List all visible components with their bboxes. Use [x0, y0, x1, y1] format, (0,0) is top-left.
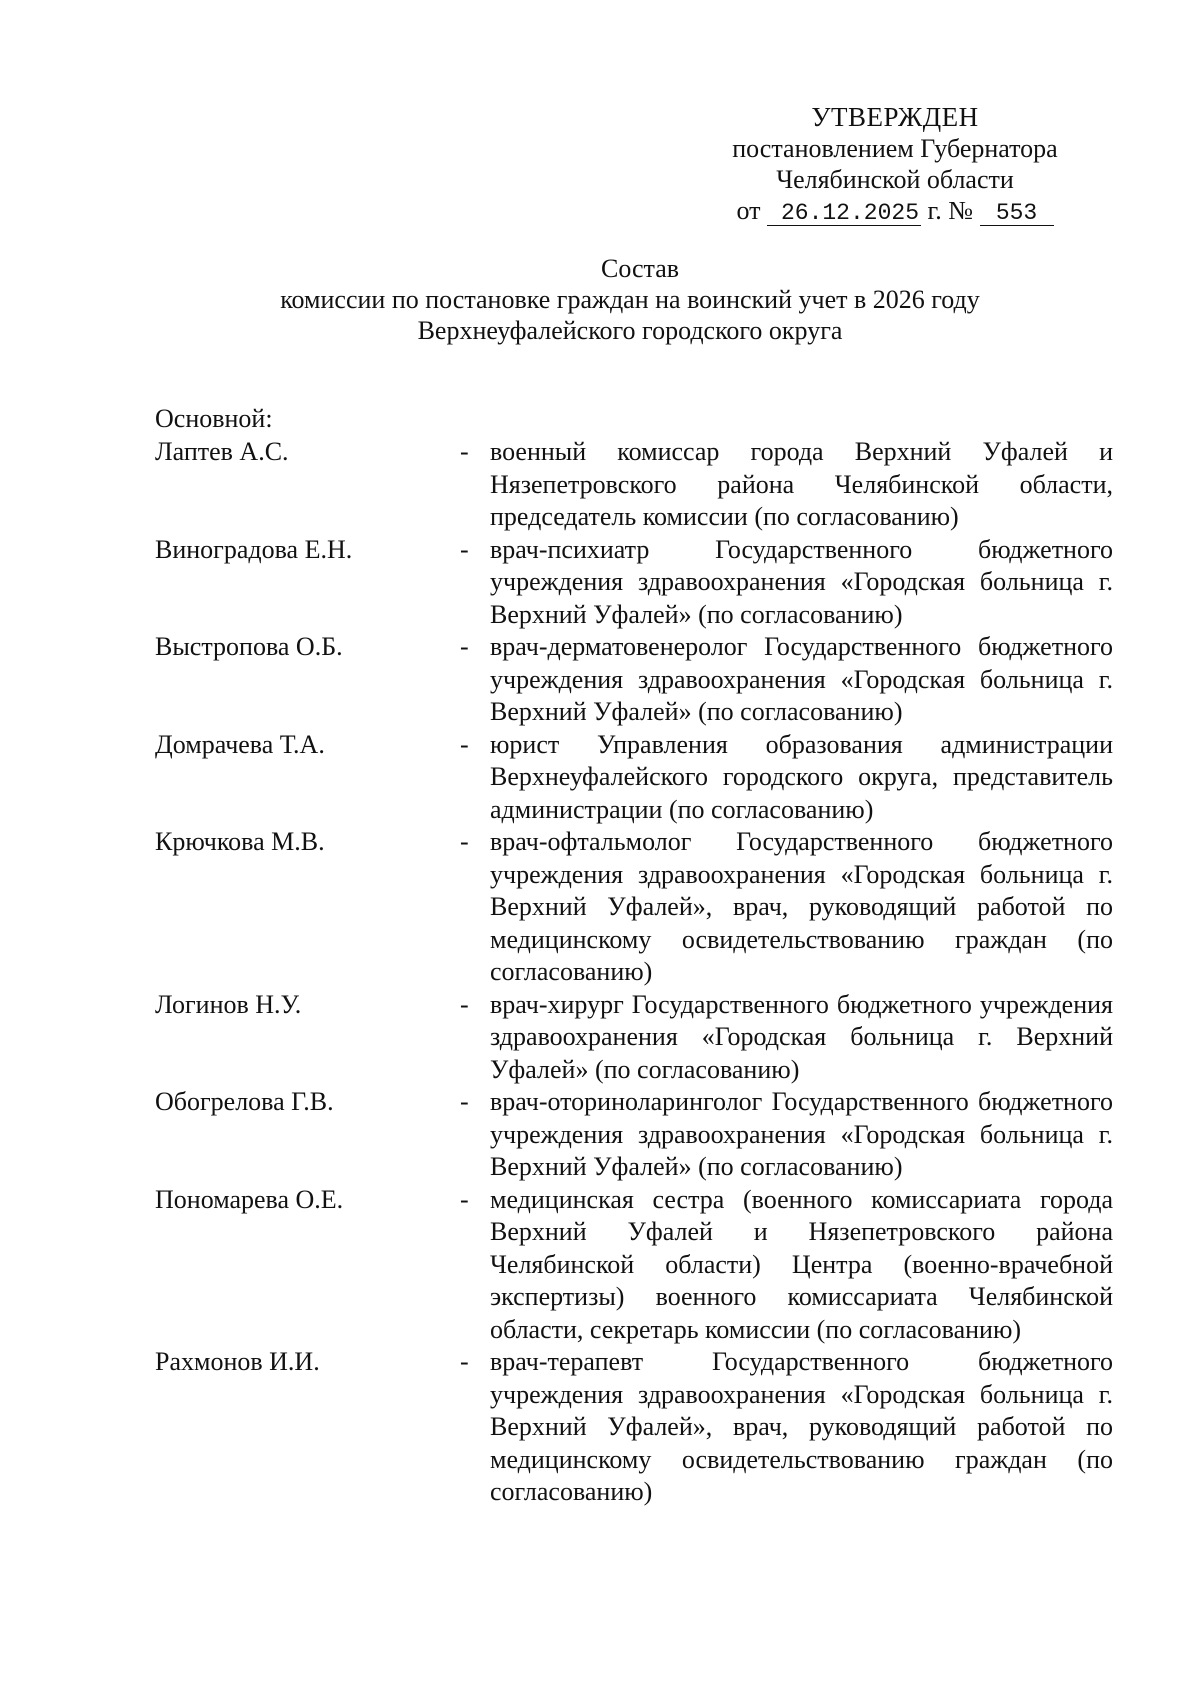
approval-block [690, 102, 1100, 226]
member-row [155, 1346, 1115, 1509]
member-row [155, 1184, 1115, 1347]
member-name: Пономарева О.Е. [155, 1184, 344, 1214]
approval-region-line: Челябинской области [776, 165, 1014, 194]
member-row [155, 989, 1115, 1087]
member-dash: - [460, 1184, 469, 1214]
member-role: врач-хирург Государственного бюджетного учреждения здравоохранения «Городская больница г. Верхний Уфалей» (по согласованию) [490, 989, 1113, 1084]
member-role: медицинская сестра (военного комиссариата города Верхний Уфалей и Нязепетровского района Челябинской области) Центра (военно-врачебной экспертизы) военного комиссариата Челябинской области, секретарь комиссии (по согласованию) [490, 1184, 1113, 1344]
member-dash: - [460, 729, 469, 759]
member-name: Виноградова Е.Н. [155, 534, 353, 564]
year-number-label: г. № [927, 196, 974, 225]
document-heading [0, 253, 1200, 346]
member-role: врач-психиатр Государственного бюджетного учреждения здравоохранения «Городская больница г. Верхний Уфалей» (по согласованию) [490, 534, 1113, 629]
section-label: Основной: [155, 404, 273, 433]
approval-date-line [690, 195, 1100, 226]
members-list [155, 436, 1115, 1509]
member-row [155, 631, 1115, 729]
member-row [155, 534, 1115, 632]
heading-district: Верхнеуфалейского городского округа [417, 316, 843, 345]
member-dash: - [460, 632, 469, 661]
heading-commission: комиссии по постановке граждан на воинский учет в 2026 году [280, 285, 980, 314]
member-name: Обогрелова Г.В. [155, 1087, 334, 1116]
member-dash: - [460, 827, 469, 856]
heading-title: Состав [600, 254, 680, 283]
member-role: врач-терапевт Государственного бюджетного учреждения здравоохранения «Городская больница г. Верхний Уфалей», врач, руководящий работой по медицинскому освидетельствованию граждан (по согласованию) [490, 1347, 1113, 1506]
member-role: врач-офтальмолог Государственного бюджетного учреждения здравоохранения «Городская больница г. Верхний Уфалей», врач, руководящий работой по медицинскому освидетельствованию граждан (по согласованию) [490, 827, 1113, 986]
member-row [155, 1086, 1115, 1184]
approval-decree-line: постановлением Губернатора [732, 134, 1058, 163]
member-row [155, 436, 1115, 534]
member-row [155, 729, 1115, 827]
member-dash: - [460, 1347, 469, 1376]
member-dash: - [460, 989, 469, 1019]
member-row [155, 826, 1115, 989]
member-name: Крючкова М.В. [155, 827, 325, 856]
decree-number: 553 [980, 201, 1054, 226]
member-dash: - [460, 1087, 469, 1116]
member-dash: - [460, 437, 469, 466]
decree-date: 26.12.2025 [767, 201, 921, 226]
member-name: Логинов Н.У. [155, 989, 302, 1019]
approval-title: УТВЕРЖДЕН [811, 102, 979, 132]
member-dash: - [460, 534, 469, 564]
member-role: юрист Управления образования администрации Верхнеуфалейского городского округа, представитель администрации (по согласованию) [490, 729, 1113, 824]
member-role: военный комиссар города Верхний Уфалей и Нязепетровского района Челябинской области, председатель комиссии (по согласованию) [490, 437, 1113, 531]
date-prefix: от [736, 196, 761, 225]
member-name: Домрачева Т.А. [155, 729, 325, 759]
member-role: врач-оториноларинголог Государственного бюджетного учреждения здравоохранения «Городская больница г. Верхний Уфалей» (по согласованию) [490, 1087, 1113, 1181]
member-name: Выстропова О.Б. [155, 632, 343, 661]
member-name: Рахмонов И.И. [155, 1347, 320, 1376]
member-role: врач-дерматовенеролог Государственного бюджетного учреждения здравоохранения «Городская больница г. Верхний Уфалей» (по согласованию) [490, 632, 1113, 726]
member-name: Лаптев А.С. [155, 437, 289, 466]
